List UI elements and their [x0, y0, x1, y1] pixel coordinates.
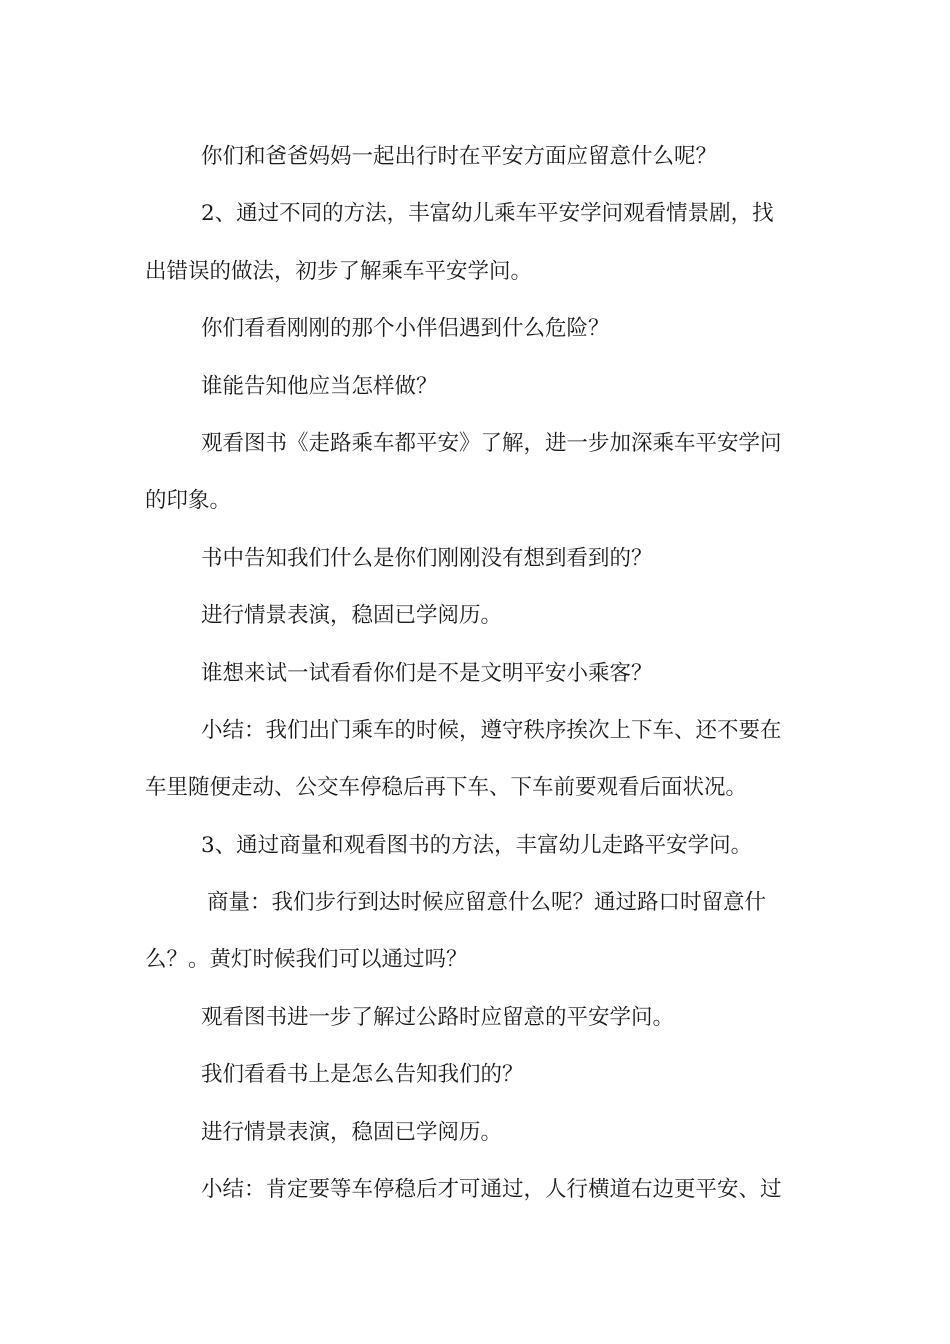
- text-line: 小结：肯定要等车停稳后才可通过，人行横道右边更平安、过: [201, 1177, 782, 1203]
- text-line: 谁想来试一试看看你们是不是文明平安小乘客？: [201, 660, 653, 686]
- text-line: 3、通过商量和观看图书的方法，丰富幼儿走路平安学问。: [201, 832, 753, 858]
- text-line: 出错误的做法，初步了解乘车平安学问。: [145, 258, 533, 284]
- text-line: 么？。黄灯时候我们可以通过吗？: [145, 947, 468, 973]
- text-line: 进行情景表演，稳固已学阅历。: [201, 1119, 503, 1145]
- text-line: 商量：我们步行到达时候应留意什么呢？通过路口时留意什: [207, 890, 767, 916]
- text-line: 我们看看书上是怎么告知我们的？: [201, 1062, 524, 1088]
- text-line: 小结：我们出门乘车的时候，遵守秩序挨次上下车、还不要在: [201, 717, 782, 743]
- text-line: 观看图书进一步了解过公路时应留意的平安学问。: [201, 1004, 675, 1030]
- text-line: 观看图书《走路乘车都平安》了解，进一步加深乘车平安学问: [201, 430, 782, 456]
- text-line: 的印象。: [145, 488, 232, 514]
- text-line: 你们和爸爸妈妈一起出行时在平安方面应留意什么呢？: [201, 144, 718, 169]
- text-line: 你们看看刚刚的那个小伴侣遇到什么危险？: [201, 316, 610, 342]
- text-line: 车里随便走动、公交车停稳后再下车、下车前要观看后面状况。: [145, 775, 748, 801]
- text-line: 谁能告知他应当怎样做？: [201, 373, 438, 399]
- text-line: 书中告知我们什么是你们刚刚没有想到看到的？: [201, 545, 653, 571]
- text-line: 进行情景表演，稳固已学阅历。: [201, 603, 503, 629]
- text-line: 2、通过不同的方法，丰富幼儿乘车平安学问观看情景剧，找: [201, 201, 774, 227]
- document-body: [145, 128, 805, 1218]
